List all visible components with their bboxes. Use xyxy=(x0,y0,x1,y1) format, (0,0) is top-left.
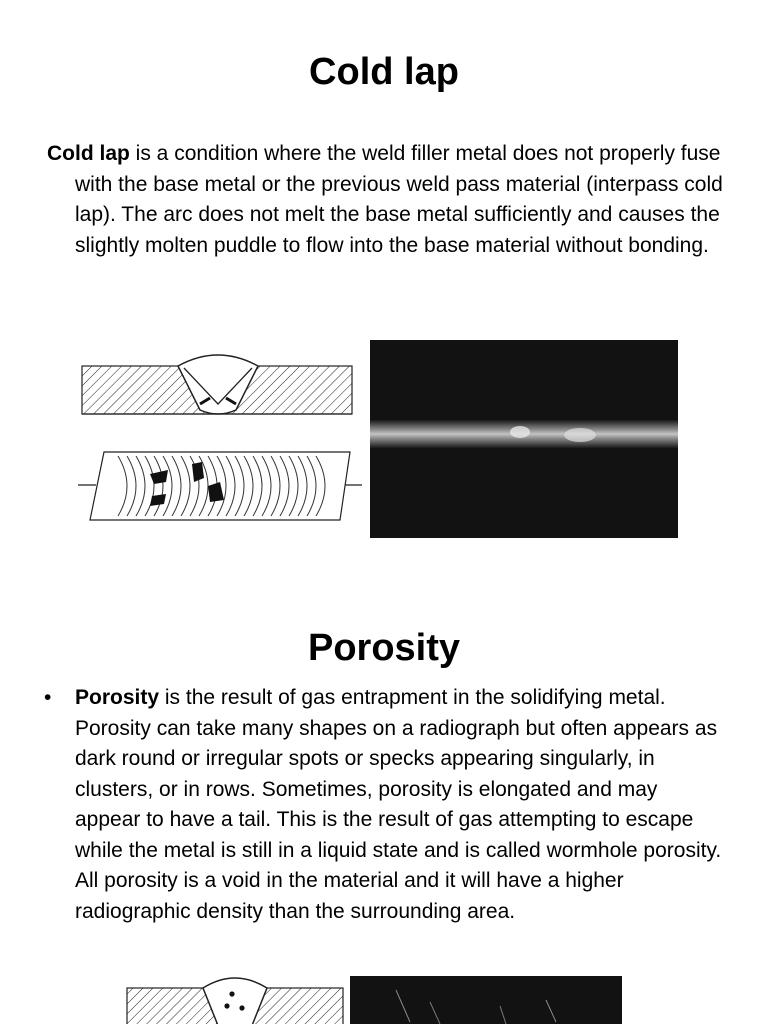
porosity-description: is the result of gas entrapment in the solidifying metal. Porosity can take many shapes on a radiograph but often appears as dark round or irregular spots or specks appearing singularly, in clusters, or in rows. Sometimes, porosity is elongated and may appear to have a tail. This is the result of gas attempting to escape while the metal is still in a liquid state and is called wormhole porosity. All porosity is a void in the material and it will have a higher radiographic density than the surrounding area. xyxy=(75,686,722,923)
cold-lap-weld-diagram xyxy=(78,350,368,525)
cold-lap-paragraph xyxy=(47,139,747,261)
porosity-radiograph xyxy=(350,976,622,1024)
porosity-paragraph xyxy=(75,683,725,927)
cold-lap-title: Cold lap xyxy=(309,51,459,93)
cold-lap-term: Cold lap xyxy=(47,142,130,165)
cold-lap-radiograph xyxy=(370,340,678,538)
porosity-weld-diagram xyxy=(125,976,345,1024)
porosity-title: Porosity xyxy=(307,627,461,669)
porosity-term: Porosity xyxy=(75,686,160,709)
porosity-bullet: • xyxy=(44,686,52,709)
cold-lap-description: is a condition where the weld filler metal does not properly fuse with the base metal or the previous weld pass material (interpass cold lap). The arc does not melt the base metal sufficiently and causes the slightly molten puddle to flow into the base material without bonding. xyxy=(75,142,723,257)
